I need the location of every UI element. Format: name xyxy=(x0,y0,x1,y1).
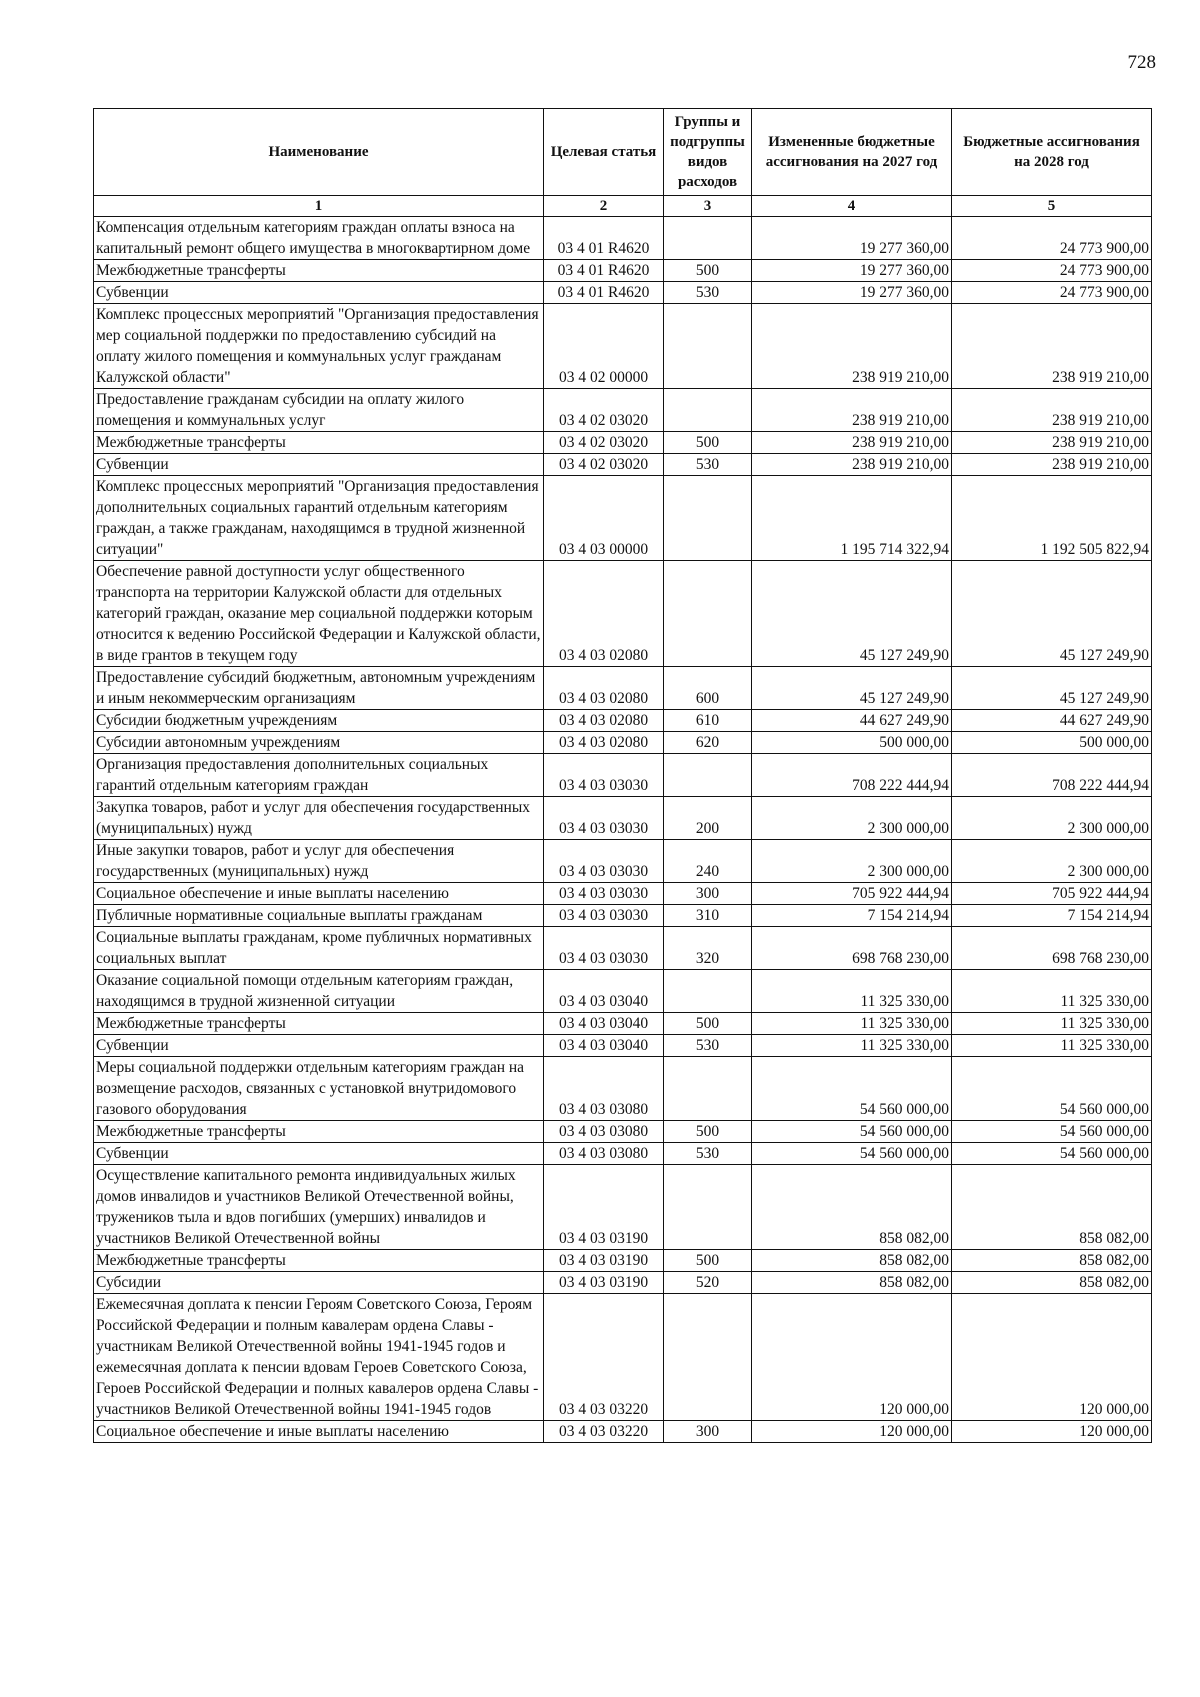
row-target-article: 03 4 03 02080 xyxy=(544,710,664,732)
row-name: Межбюджетные трансферты xyxy=(94,260,544,282)
row-amount-2027: 120 000,00 xyxy=(752,1421,952,1443)
row-target-article: 03 4 03 03040 xyxy=(544,1035,664,1057)
row-expense-group: 240 xyxy=(664,840,752,883)
row-amount-2027: 2 300 000,00 xyxy=(752,797,952,840)
row-amount-2027: 238 919 210,00 xyxy=(752,304,952,389)
row-expense-group: 500 xyxy=(664,1013,752,1035)
row-name: Обеспечение равной доступности услуг общественного транспорта на территории Калужской области для отдельных категорий граждан, оказание мер социальной поддержки которым относится к ведению Российской Федерации и Калужской области, в виде грантов в текущем году xyxy=(94,561,544,667)
row-name: Закупка товаров, работ и услуг для обеспечения государственных (муниципальных) нужд xyxy=(94,797,544,840)
column-number: 4 xyxy=(752,196,952,217)
row-amount-2028: 238 919 210,00 xyxy=(952,389,1152,432)
row-expense-group: 530 xyxy=(664,282,752,304)
row-name: Предоставление гражданам субсидии на оплату жилого помещения и коммунальных услуг xyxy=(94,389,544,432)
row-amount-2027: 2 300 000,00 xyxy=(752,840,952,883)
row-expense-group: 300 xyxy=(664,883,752,905)
table-row xyxy=(94,304,1152,389)
row-expense-group xyxy=(664,217,752,260)
table-row xyxy=(94,883,1152,905)
row-amount-2028: 238 919 210,00 xyxy=(952,432,1152,454)
row-amount-2027: 698 768 230,00 xyxy=(752,927,952,970)
table-row xyxy=(94,754,1152,797)
table-row xyxy=(94,840,1152,883)
row-target-article: 03 4 03 03030 xyxy=(544,797,664,840)
row-amount-2027: 11 325 330,00 xyxy=(752,1035,952,1057)
row-target-article: 03 4 03 02080 xyxy=(544,561,664,667)
row-amount-2028: 11 325 330,00 xyxy=(952,970,1152,1013)
row-target-article: 03 4 03 03030 xyxy=(544,883,664,905)
row-amount-2027: 45 127 249,90 xyxy=(752,561,952,667)
table-row xyxy=(94,389,1152,432)
table-row xyxy=(94,1421,1152,1443)
row-expense-group: 530 xyxy=(664,1035,752,1057)
row-target-article: 03 4 01 R4620 xyxy=(544,260,664,282)
row-amount-2027: 19 277 360,00 xyxy=(752,260,952,282)
row-amount-2027: 500 000,00 xyxy=(752,732,952,754)
row-name: Организация предоставления дополнительных социальных гарантий отдельным категориям граждан xyxy=(94,754,544,797)
table-row xyxy=(94,476,1152,561)
table-row xyxy=(94,1057,1152,1121)
row-expense-group: 530 xyxy=(664,454,752,476)
table-row xyxy=(94,217,1152,260)
table-row xyxy=(94,710,1152,732)
table-row xyxy=(94,970,1152,1013)
row-amount-2028: 54 560 000,00 xyxy=(952,1143,1152,1165)
row-target-article: 03 4 02 00000 xyxy=(544,304,664,389)
row-amount-2028: 11 325 330,00 xyxy=(952,1013,1152,1035)
row-name: Субсидии xyxy=(94,1272,544,1294)
row-amount-2028: 238 919 210,00 xyxy=(952,304,1152,389)
table-row xyxy=(94,282,1152,304)
row-expense-group xyxy=(664,754,752,797)
row-amount-2027: 238 919 210,00 xyxy=(752,389,952,432)
row-name: Меры социальной поддержки отдельным категориям граждан на возмещение расходов, связанных с установкой внутридомового газового оборудования xyxy=(94,1057,544,1121)
row-target-article: 03 4 03 03080 xyxy=(544,1057,664,1121)
row-amount-2028: 858 082,00 xyxy=(952,1165,1152,1250)
header-row xyxy=(94,109,1152,196)
row-name: Межбюджетные трансферты xyxy=(94,1013,544,1035)
row-amount-2027: 54 560 000,00 xyxy=(752,1143,952,1165)
row-expense-group xyxy=(664,1057,752,1121)
table-row xyxy=(94,260,1152,282)
row-name: Осуществление капитального ремонта индивидуальных жилых домов инвалидов и участников Великой Отечественной войны, тружеников тыла и вдов погибших (умерших) инвалидов и участников Великой Отечественной войны xyxy=(94,1165,544,1250)
row-amount-2027: 11 325 330,00 xyxy=(752,970,952,1013)
row-amount-2028: 45 127 249,90 xyxy=(952,561,1152,667)
table-row xyxy=(94,1035,1152,1057)
row-amount-2027: 858 082,00 xyxy=(752,1272,952,1294)
row-expense-group xyxy=(664,1294,752,1421)
row-amount-2028: 858 082,00 xyxy=(952,1272,1152,1294)
row-amount-2027: 19 277 360,00 xyxy=(752,282,952,304)
row-amount-2028: 2 300 000,00 xyxy=(952,840,1152,883)
row-name: Социальное обеспечение и иные выплаты населению xyxy=(94,883,544,905)
row-amount-2028: 238 919 210,00 xyxy=(952,454,1152,476)
header-name: Наименование xyxy=(94,109,544,196)
table-row xyxy=(94,1013,1152,1035)
row-name: Субвенции xyxy=(94,454,544,476)
row-expense-group: 520 xyxy=(664,1272,752,1294)
row-target-article: 03 4 03 02080 xyxy=(544,732,664,754)
row-amount-2028: 24 773 900,00 xyxy=(952,217,1152,260)
row-expense-group xyxy=(664,970,752,1013)
table-row xyxy=(94,667,1152,710)
row-target-article: 03 4 03 03040 xyxy=(544,970,664,1013)
budget-table xyxy=(93,108,1152,1443)
column-number: 5 xyxy=(952,196,1152,217)
row-name: Ежемесячная доплата к пенсии Героям Советского Союза, Героям Российской Федерации и полным кавалерам ордена Славы - участникам Великой Отечественной войны 1941-1945 годов и ежемесячная доплата к пенсии вдовам Героев Советского Союза, Героев Российской Федерации и полных кавалеров ордена Славы - участников Великой Отечественной войны 1941-1945 годов xyxy=(94,1294,544,1421)
row-target-article: 03 4 03 03190 xyxy=(544,1272,664,1294)
row-amount-2028: 54 560 000,00 xyxy=(952,1057,1152,1121)
row-expense-group: 500 xyxy=(664,432,752,454)
table-row xyxy=(94,1294,1152,1421)
row-amount-2028: 45 127 249,90 xyxy=(952,667,1152,710)
row-amount-2028: 24 773 900,00 xyxy=(952,282,1152,304)
table-row xyxy=(94,432,1152,454)
row-name: Субсидии автономным учреждениям xyxy=(94,732,544,754)
row-amount-2028: 54 560 000,00 xyxy=(952,1121,1152,1143)
row-amount-2027: 19 277 360,00 xyxy=(752,217,952,260)
row-name: Субвенции xyxy=(94,282,544,304)
row-amount-2027: 120 000,00 xyxy=(752,1294,952,1421)
row-target-article: 03 4 03 03030 xyxy=(544,754,664,797)
table-row xyxy=(94,1143,1152,1165)
row-expense-group: 200 xyxy=(664,797,752,840)
row-expense-group: 300 xyxy=(664,1421,752,1443)
row-name: Субвенции xyxy=(94,1143,544,1165)
row-target-article: 03 4 03 03080 xyxy=(544,1143,664,1165)
row-target-article: 03 4 03 03190 xyxy=(544,1250,664,1272)
row-expense-group: 310 xyxy=(664,905,752,927)
row-expense-group: 320 xyxy=(664,927,752,970)
header-amount-2028: Бюджетные ассигнования на 2028 год xyxy=(952,109,1152,196)
row-name: Межбюджетные трансферты xyxy=(94,1121,544,1143)
header-expense-group: Группы и подгруппы видов расходов xyxy=(664,109,752,196)
row-amount-2028: 11 325 330,00 xyxy=(952,1035,1152,1057)
row-expense-group: 530 xyxy=(664,1143,752,1165)
row-target-article: 03 4 03 02080 xyxy=(544,667,664,710)
header-target-article: Целевая статья xyxy=(544,109,664,196)
row-target-article: 03 4 03 03030 xyxy=(544,840,664,883)
row-amount-2028: 858 082,00 xyxy=(952,1250,1152,1272)
row-expense-group: 610 xyxy=(664,710,752,732)
header-amount-2027: Измененные бюджетные ассигнования на 2027 год xyxy=(752,109,952,196)
column-number: 2 xyxy=(544,196,664,217)
row-target-article: 03 4 03 00000 xyxy=(544,476,664,561)
row-amount-2027: 44 627 249,90 xyxy=(752,710,952,732)
row-name: Межбюджетные трансферты xyxy=(94,432,544,454)
row-amount-2027: 705 922 444,94 xyxy=(752,883,952,905)
row-expense-group xyxy=(664,561,752,667)
row-name: Оказание социальной помощи отдельным категориям граждан, находящимся в трудной жизненной ситуации xyxy=(94,970,544,1013)
row-name: Комплекс процессных мероприятий "Организация предоставления мер социальной поддержки по предоставлению субсидий на оплату жилого помещения и коммунальных услуг гражданам Калужской области" xyxy=(94,304,544,389)
row-amount-2027: 858 082,00 xyxy=(752,1165,952,1250)
row-amount-2027: 54 560 000,00 xyxy=(752,1121,952,1143)
row-target-article: 03 4 02 03020 xyxy=(544,432,664,454)
row-amount-2028: 698 768 230,00 xyxy=(952,927,1152,970)
table-row xyxy=(94,1121,1152,1143)
row-name: Компенсация отдельным категориям граждан оплаты взноса на капитальный ремонт общего имущества в многоквартирном доме xyxy=(94,217,544,260)
row-amount-2027: 708 222 444,94 xyxy=(752,754,952,797)
row-target-article: 03 4 03 03190 xyxy=(544,1165,664,1250)
table-row xyxy=(94,561,1152,667)
row-target-article: 03 4 03 03040 xyxy=(544,1013,664,1035)
row-target-article: 03 4 01 R4620 xyxy=(544,282,664,304)
row-name: Иные закупки товаров, работ и услуг для обеспечения государственных (муниципальных) нужд xyxy=(94,840,544,883)
row-name: Социальные выплаты гражданам, кроме публичных нормативных социальных выплат xyxy=(94,927,544,970)
row-name: Публичные нормативные социальные выплаты гражданам xyxy=(94,905,544,927)
table-row xyxy=(94,454,1152,476)
column-number-row xyxy=(94,196,1152,217)
row-name: Комплекс процессных мероприятий "Организация предоставления дополнительных социальных гарантий отдельным категориям граждан, а также гражданам, находящимся в трудной жизненной ситуации" xyxy=(94,476,544,561)
table-row xyxy=(94,797,1152,840)
row-amount-2027: 11 325 330,00 xyxy=(752,1013,952,1035)
row-target-article: 03 4 03 03220 xyxy=(544,1421,664,1443)
row-amount-2027: 858 082,00 xyxy=(752,1250,952,1272)
row-target-article: 03 4 03 03030 xyxy=(544,905,664,927)
table-row xyxy=(94,1250,1152,1272)
row-expense-group xyxy=(664,1165,752,1250)
row-amount-2028: 500 000,00 xyxy=(952,732,1152,754)
row-target-article: 03 4 03 03080 xyxy=(544,1121,664,1143)
row-name: Субсидии бюджетным учреждениям xyxy=(94,710,544,732)
row-expense-group: 500 xyxy=(664,260,752,282)
table-row xyxy=(94,1165,1152,1250)
row-name: Субвенции xyxy=(94,1035,544,1057)
row-amount-2027: 1 195 714 322,94 xyxy=(752,476,952,561)
table-row xyxy=(94,905,1152,927)
row-amount-2028: 44 627 249,90 xyxy=(952,710,1152,732)
row-expense-group xyxy=(664,304,752,389)
row-amount-2028: 705 922 444,94 xyxy=(952,883,1152,905)
table-body xyxy=(94,217,1152,1443)
row-amount-2028: 2 300 000,00 xyxy=(952,797,1152,840)
row-expense-group: 600 xyxy=(664,667,752,710)
row-target-article: 03 4 03 03220 xyxy=(544,1294,664,1421)
table-row xyxy=(94,927,1152,970)
row-name: Социальное обеспечение и иные выплаты населению xyxy=(94,1421,544,1443)
row-target-article: 03 4 03 03030 xyxy=(544,927,664,970)
row-name: Межбюджетные трансферты xyxy=(94,1250,544,1272)
row-amount-2028: 120 000,00 xyxy=(952,1421,1152,1443)
row-target-article: 03 4 01 R4620 xyxy=(544,217,664,260)
page-number: 728 xyxy=(1127,52,1156,73)
row-amount-2028: 708 222 444,94 xyxy=(952,754,1152,797)
row-amount-2028: 1 192 505 822,94 xyxy=(952,476,1152,561)
table-row xyxy=(94,732,1152,754)
row-amount-2027: 238 919 210,00 xyxy=(752,454,952,476)
row-target-article: 03 4 02 03020 xyxy=(544,389,664,432)
row-expense-group xyxy=(664,476,752,561)
row-expense-group: 500 xyxy=(664,1121,752,1143)
column-number: 3 xyxy=(664,196,752,217)
row-expense-group: 620 xyxy=(664,732,752,754)
row-name: Предоставление субсидий бюджетным, автономным учреждениям и иным некоммерческим организациям xyxy=(94,667,544,710)
row-expense-group xyxy=(664,389,752,432)
row-amount-2027: 54 560 000,00 xyxy=(752,1057,952,1121)
table-row xyxy=(94,1272,1152,1294)
row-amount-2027: 45 127 249,90 xyxy=(752,667,952,710)
row-target-article: 03 4 02 03020 xyxy=(544,454,664,476)
row-amount-2027: 238 919 210,00 xyxy=(752,432,952,454)
row-expense-group: 500 xyxy=(664,1250,752,1272)
column-number: 1 xyxy=(94,196,544,217)
row-amount-2028: 120 000,00 xyxy=(952,1294,1152,1421)
row-amount-2027: 7 154 214,94 xyxy=(752,905,952,927)
row-amount-2028: 24 773 900,00 xyxy=(952,260,1152,282)
row-amount-2028: 7 154 214,94 xyxy=(952,905,1152,927)
